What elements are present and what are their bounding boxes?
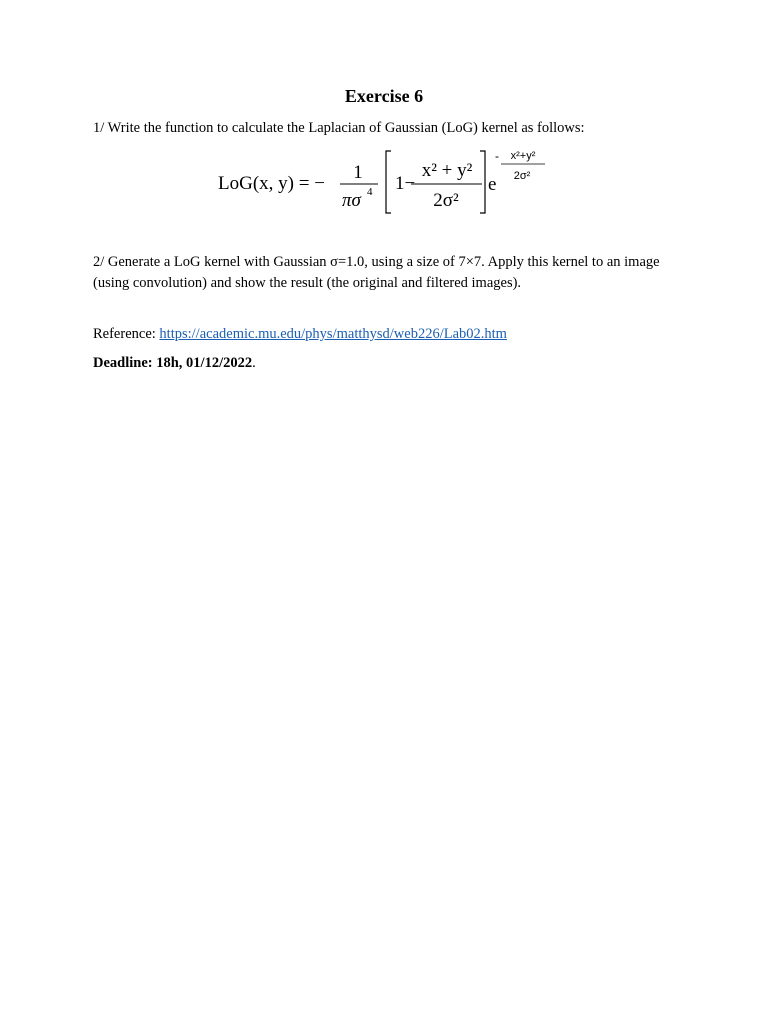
formula-numerator: 1 [353,162,363,183]
reference-link[interactable]: https://academic.mu.edu/phys/matthysd/web226/Lab02.htm [159,326,507,342]
formula-inner-denominator: 2σ² [433,190,459,211]
formula-exp-sign: - [495,149,499,163]
formula-e: e [488,174,497,195]
formula-one-minus: 1− [395,173,416,194]
task-1-text: 1/ Write the function to calculate the Laplacian of Gaussian (LoG) kernel as follows: [93,120,585,136]
formula-right-bracket [480,151,485,213]
log-formula-svg [214,143,554,221]
task-2-text: 2/ Generate a LoG kernel with Gaussian σ=1.0, using a size of 7×7. Apply this kernel to an image (using convolution) and show the result (the original and filtered images). [93,254,660,291]
formula-lhs: LoG(x, y) = − [218,173,325,194]
formula-denominator-exp: 4 [367,186,373,198]
formula-exp-denominator: 2σ² [513,170,531,182]
deadline-line [93,353,673,374]
formula-inner-numerator: x² + y² [421,160,473,181]
reference-label: Reference: [93,326,160,342]
exercise-title: Exercise 6 [344,86,424,106]
formula-left-bracket [386,151,391,213]
formula-denominator-pi: πσ [342,190,361,211]
deadline-period: . [252,355,256,371]
deadline-text: Deadline: 18h, 01/12/2022 [93,355,253,371]
formula-exp-numerator: x²+y² [510,150,536,162]
reference-line [93,324,673,345]
log-formula [214,143,554,221]
